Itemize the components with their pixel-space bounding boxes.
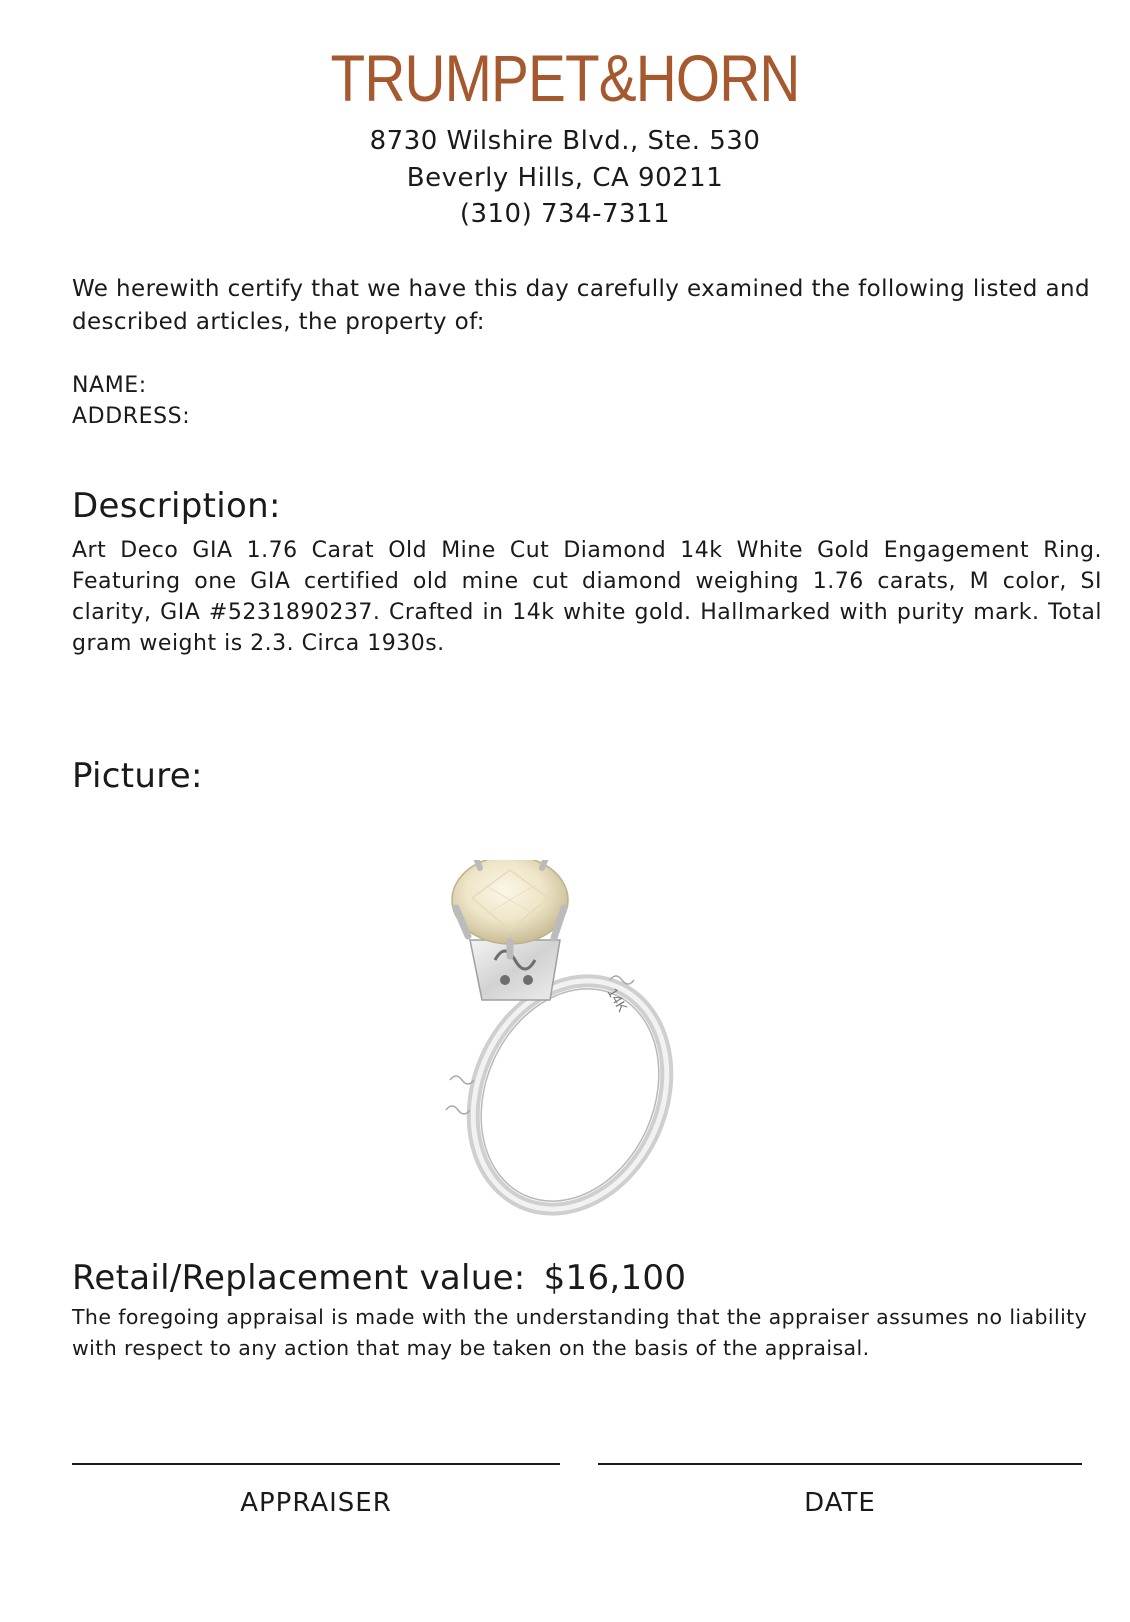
- date-signature-line: [598, 1463, 1082, 1465]
- disclaimer-text: The foregoing appraisal is made with the understanding that the appraiser assumes no liability with respect to any action that may be taken on the basis of the appraisal.: [72, 1305, 1088, 1360]
- certification-intro: We herewith certify that we have this day carefully examined the following listed and described articles, the property of:: [72, 276, 1090, 335]
- address-label: ADDRESS:: [72, 404, 191, 429]
- address-line-1: 8730 Wilshire Blvd., Ste. 530: [369, 126, 761, 156]
- valuation-label: Retail/Replacement value:: [72, 1258, 526, 1298]
- description-heading: Description:: [72, 486, 281, 526]
- appraiser-label: APPRAISER: [240, 1488, 392, 1518]
- brand-logo: TRUMPET&HORN: [330, 41, 800, 115]
- valuation-amount: $16,100: [543, 1258, 687, 1298]
- valuation-row: [72, 1256, 686, 1300]
- address-line-2: Beverly Hills, CA 90211: [406, 163, 724, 193]
- date-label: DATE: [804, 1488, 876, 1518]
- name-label: NAME:: [72, 373, 147, 398]
- ring-icon: [410, 860, 700, 1220]
- svg-text:14K: 14K: [604, 984, 631, 1015]
- phone-number: (310) 734-7311: [459, 199, 671, 229]
- description-text: Art Deco GIA 1.76 Carat Old Mine Cut Diamond 14k White Gold Engagement Ring. Featuring one GIA certified old mine cut diamond weighing 1.76 carats, M color, SI clarity, GIA #5231890237. Crafted in 14k white gold. Hallmarked with purity mark. Total gram weight is 2.3. Circa 1930s.: [72, 538, 1102, 656]
- appraiser-signature-line: [72, 1463, 560, 1465]
- picture-heading: Picture:: [72, 756, 203, 796]
- ring-picture: [410, 860, 700, 1220]
